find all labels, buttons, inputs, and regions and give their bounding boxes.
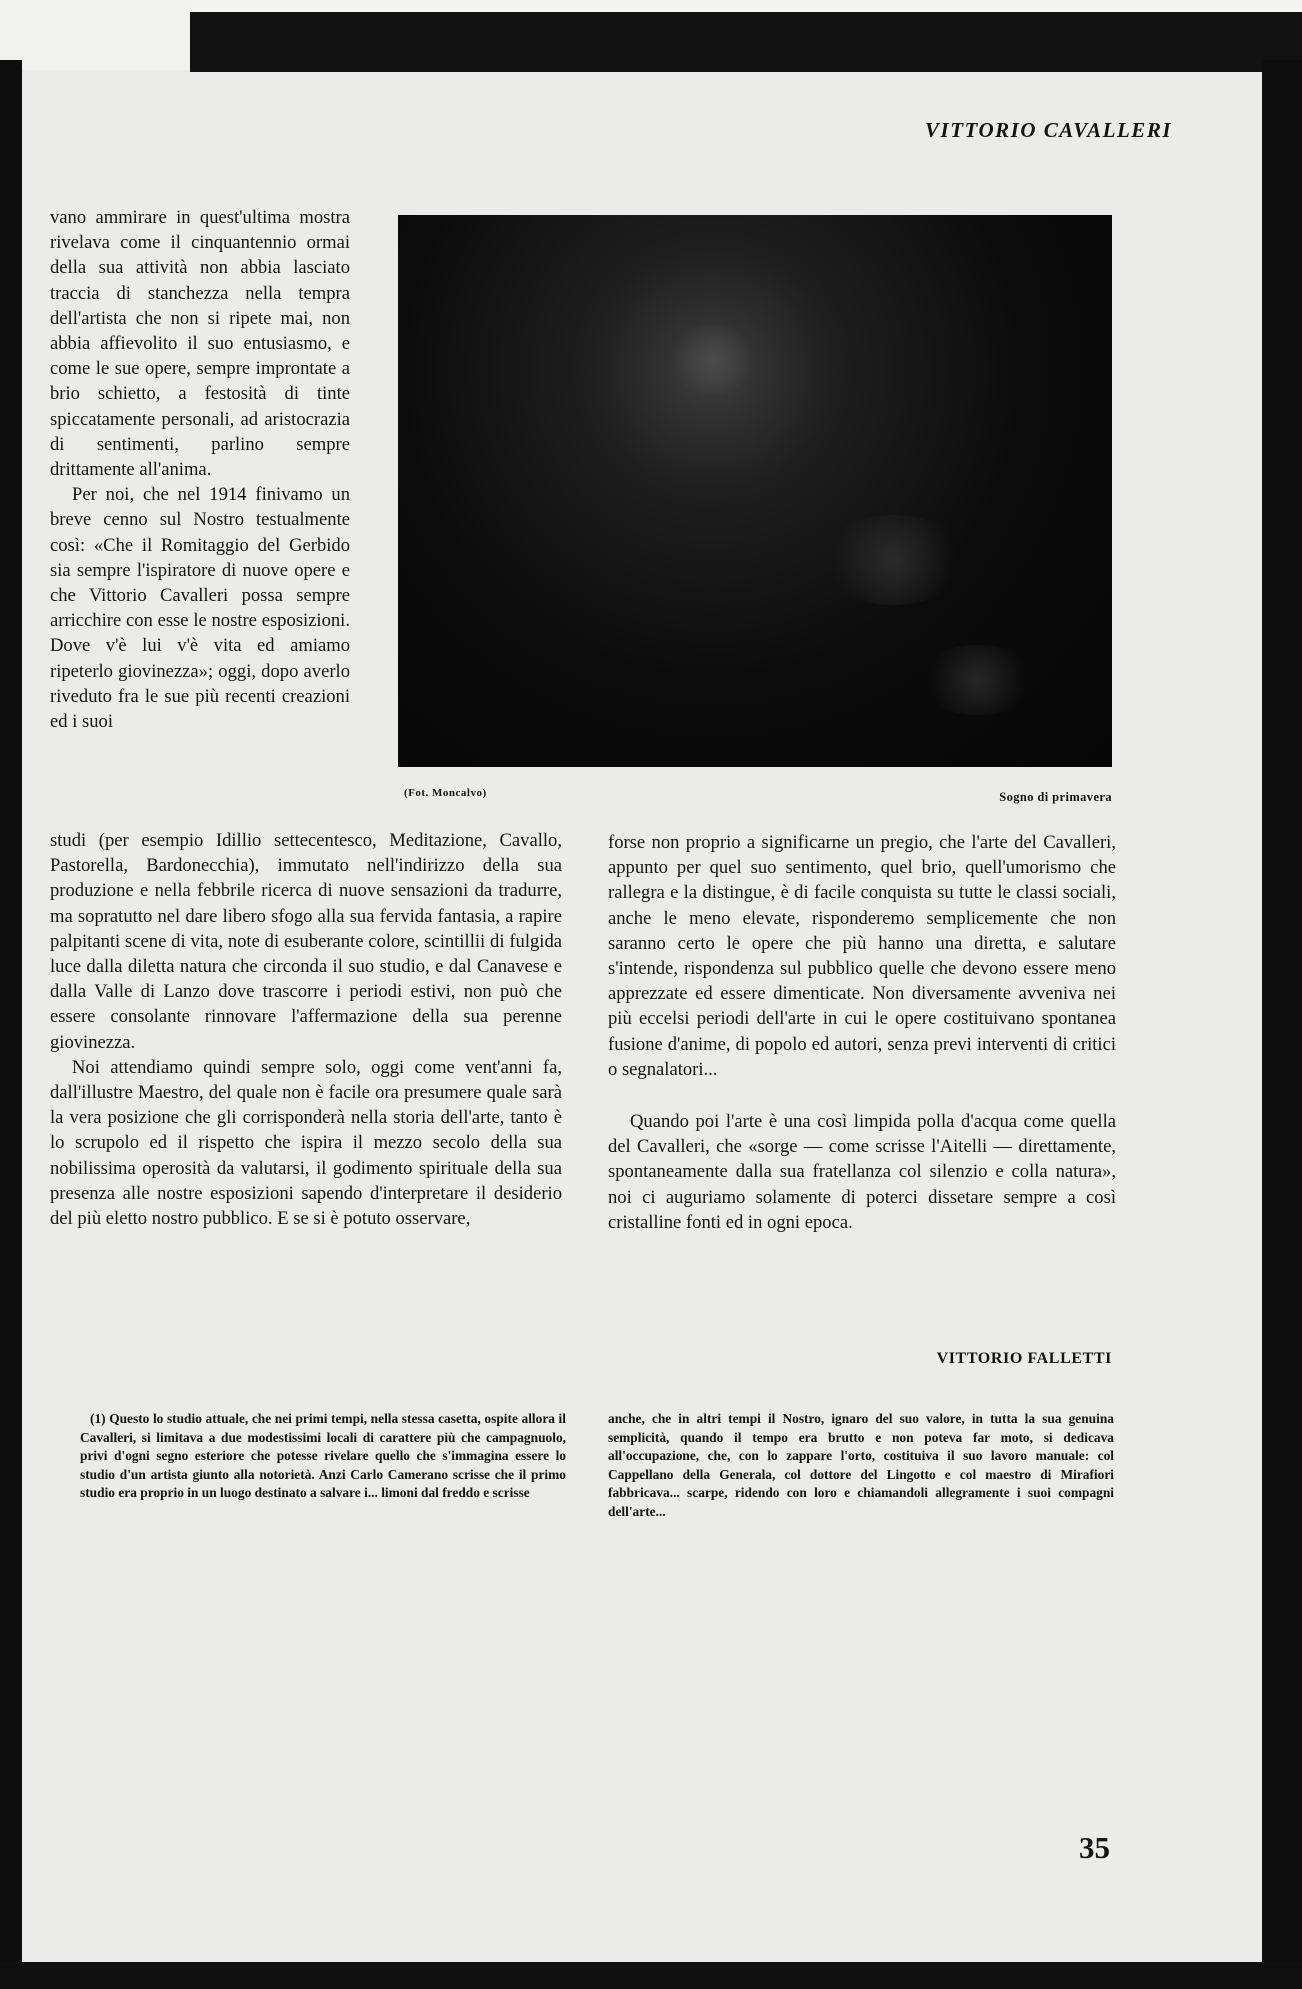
scan-edge-bottom — [0, 1962, 1302, 1989]
scan-corner — [0, 0, 192, 70]
painting-ground — [918, 645, 1038, 715]
scan-edge-left — [0, 60, 22, 1989]
article-column-right — [608, 830, 1116, 1235]
paragraph: vano ammirare in quest'ultima mostra rivelava come il cinquantennio ormai della sua attività non abbia lasciato traccia di stanchezza nella tempra dell'artista che non si ripete mai, non abbia affievolito il suo entusiasmo, e come le sue opere, sempre improntate a brio schietto, a festosità di tinte spiccatamente personali, ad aristocrazia di sentimenti, parlino sempre drittamente all'anima. — [50, 207, 350, 481]
painting-figure — [818, 515, 968, 605]
article-column-left — [50, 828, 562, 1231]
photo-credit: (Fot. Moncalvo) — [404, 787, 487, 799]
paragraph: Quando poi l'arte è una così limpida polla d'acqua come quella del Cavalleri, che «sorge — come scrisse l'Aitelli — direttamente, spontaneamente dalla sua fratellanza col silenzio e colla natura», noi ci auguriamo solamente di poterci dissetare sempre a così cristalline fonti ed in ogni epoca. — [608, 1111, 1116, 1233]
painting-reproduction — [398, 215, 1112, 767]
page-number: 35 — [1079, 1830, 1110, 1865]
footnote-right: anche, che in altri tempi il Nostro, ignaro del suo valore, in tutta la sua genuina semplicità, quando il tempo era brutto e non poteva far moto, si dedicava all'occupazione, che, con lo zappare l'orto, costituiva il suo lavoro manuale: col Cappellano della Generala, col dottore del Lingotto e col maestro di Mirafiori fabbricava... scarpe, ridendo con loro e chiamandoli allegramente i suoi compagni dell'arte... — [608, 1411, 1114, 1519]
article-column-left-top — [50, 205, 350, 734]
paragraph: forse non proprio a significarne un pregio, che l'arte del Cavalleri, appunto per quel suo sentimento, quel brio, quell'umorismo che rallegra e la distingue, è di facile conquista su tutte le classi sociali, anche le meno elevate, risponderemo semplicemente che non saranno certo le opere che più hanno una diretta, e salutare s'intende, rispondenza sul pubblico quelle che devono essere meno apprezzate ed essere dimenticate. Non diversamente avveniva nei più eccelsi periodi dell'arte in cui le opere costituivano spontanea fusione d'anime, di popolo ed autori, senza previ interventi di critici o segnalatori... — [608, 832, 1116, 1080]
author-signature: VITTORIO FALLETTI — [936, 1350, 1112, 1367]
running-head: VITTORIO CAVALLERI — [925, 118, 1172, 142]
painting-highlight — [668, 325, 758, 395]
paragraph: Per noi, che nel 1914 finivamo un breve cenno sul Nostro testualmente così: «Che il Romitaggio del Gerbido sia sempre l'ispiratore di nuove opere e che Vittorio Cavalleri possa sempre arricchire con esse le nostre esposizioni. Dove v'è lui v'è vita ed amiamo ripeterlo giovinezza»; oggi, dopo averlo riveduto fra le sue più recenti creazioni ed i suoi — [50, 484, 350, 733]
scan-shadow-band — [190, 12, 1302, 72]
scan-edge-right — [1262, 60, 1302, 1989]
paragraph: Noi attendiamo quindi sempre solo, oggi come vent'anni fa, dall'illustre Maestro, del quale non è facile ora presumere quale sarà la vera posizione che gli corrisponderà nella storia dell'arte, tanto è lo scrupolo ed il rispetto che ispira il mezzo secolo della sua nobilissima operosità da valutarsi, il godimento spirituale della sua presenza alle nostre esposizioni sapendo d'interpretare il desiderio del più eletto nostro pubblico. E se si è potuto osservare, — [50, 1056, 562, 1230]
paragraph-continuation: studi (per esempio Idillio settecentesco, Meditazione, Cavallo, Pastorella, Bardonecchia), immutato nell'indirizzo della sua produzione e nella febbrile ricerca di nuove sensazioni da tradurre, ma sopratutto nel dare libero sfogo alla sua fervida fantasia, a rapire palpitanti scene di vita, note di esuberante colore, scintillii di fulgida luce dalla diletta natura che circonda il suo studio, e dal Canavese e dalla Valle di Lanzo dove trascorre i periodi estivi, non può che essere consolante rinnovare l'affermazione della sua perenne giovinezza. — [50, 830, 562, 1053]
footnote-left: (1) Questo lo studio attuale, che nei primi tempi, nella stessa casetta, ospite allora il Cavalleri, si limitava a due modestissimi locali di carattere più che campagnuolo, privi d'ogni segno esteriore che potesse rivelare quello che s'immagina essere lo studio d'un artista giunto alla notorietà. Anzi Carlo Camerano scrisse che il primo studio era proprio in un luogo destinato a salvare i... limoni dal freddo e scrisse — [80, 1411, 566, 1500]
figure-caption: Sogno di primavera — [999, 790, 1112, 804]
